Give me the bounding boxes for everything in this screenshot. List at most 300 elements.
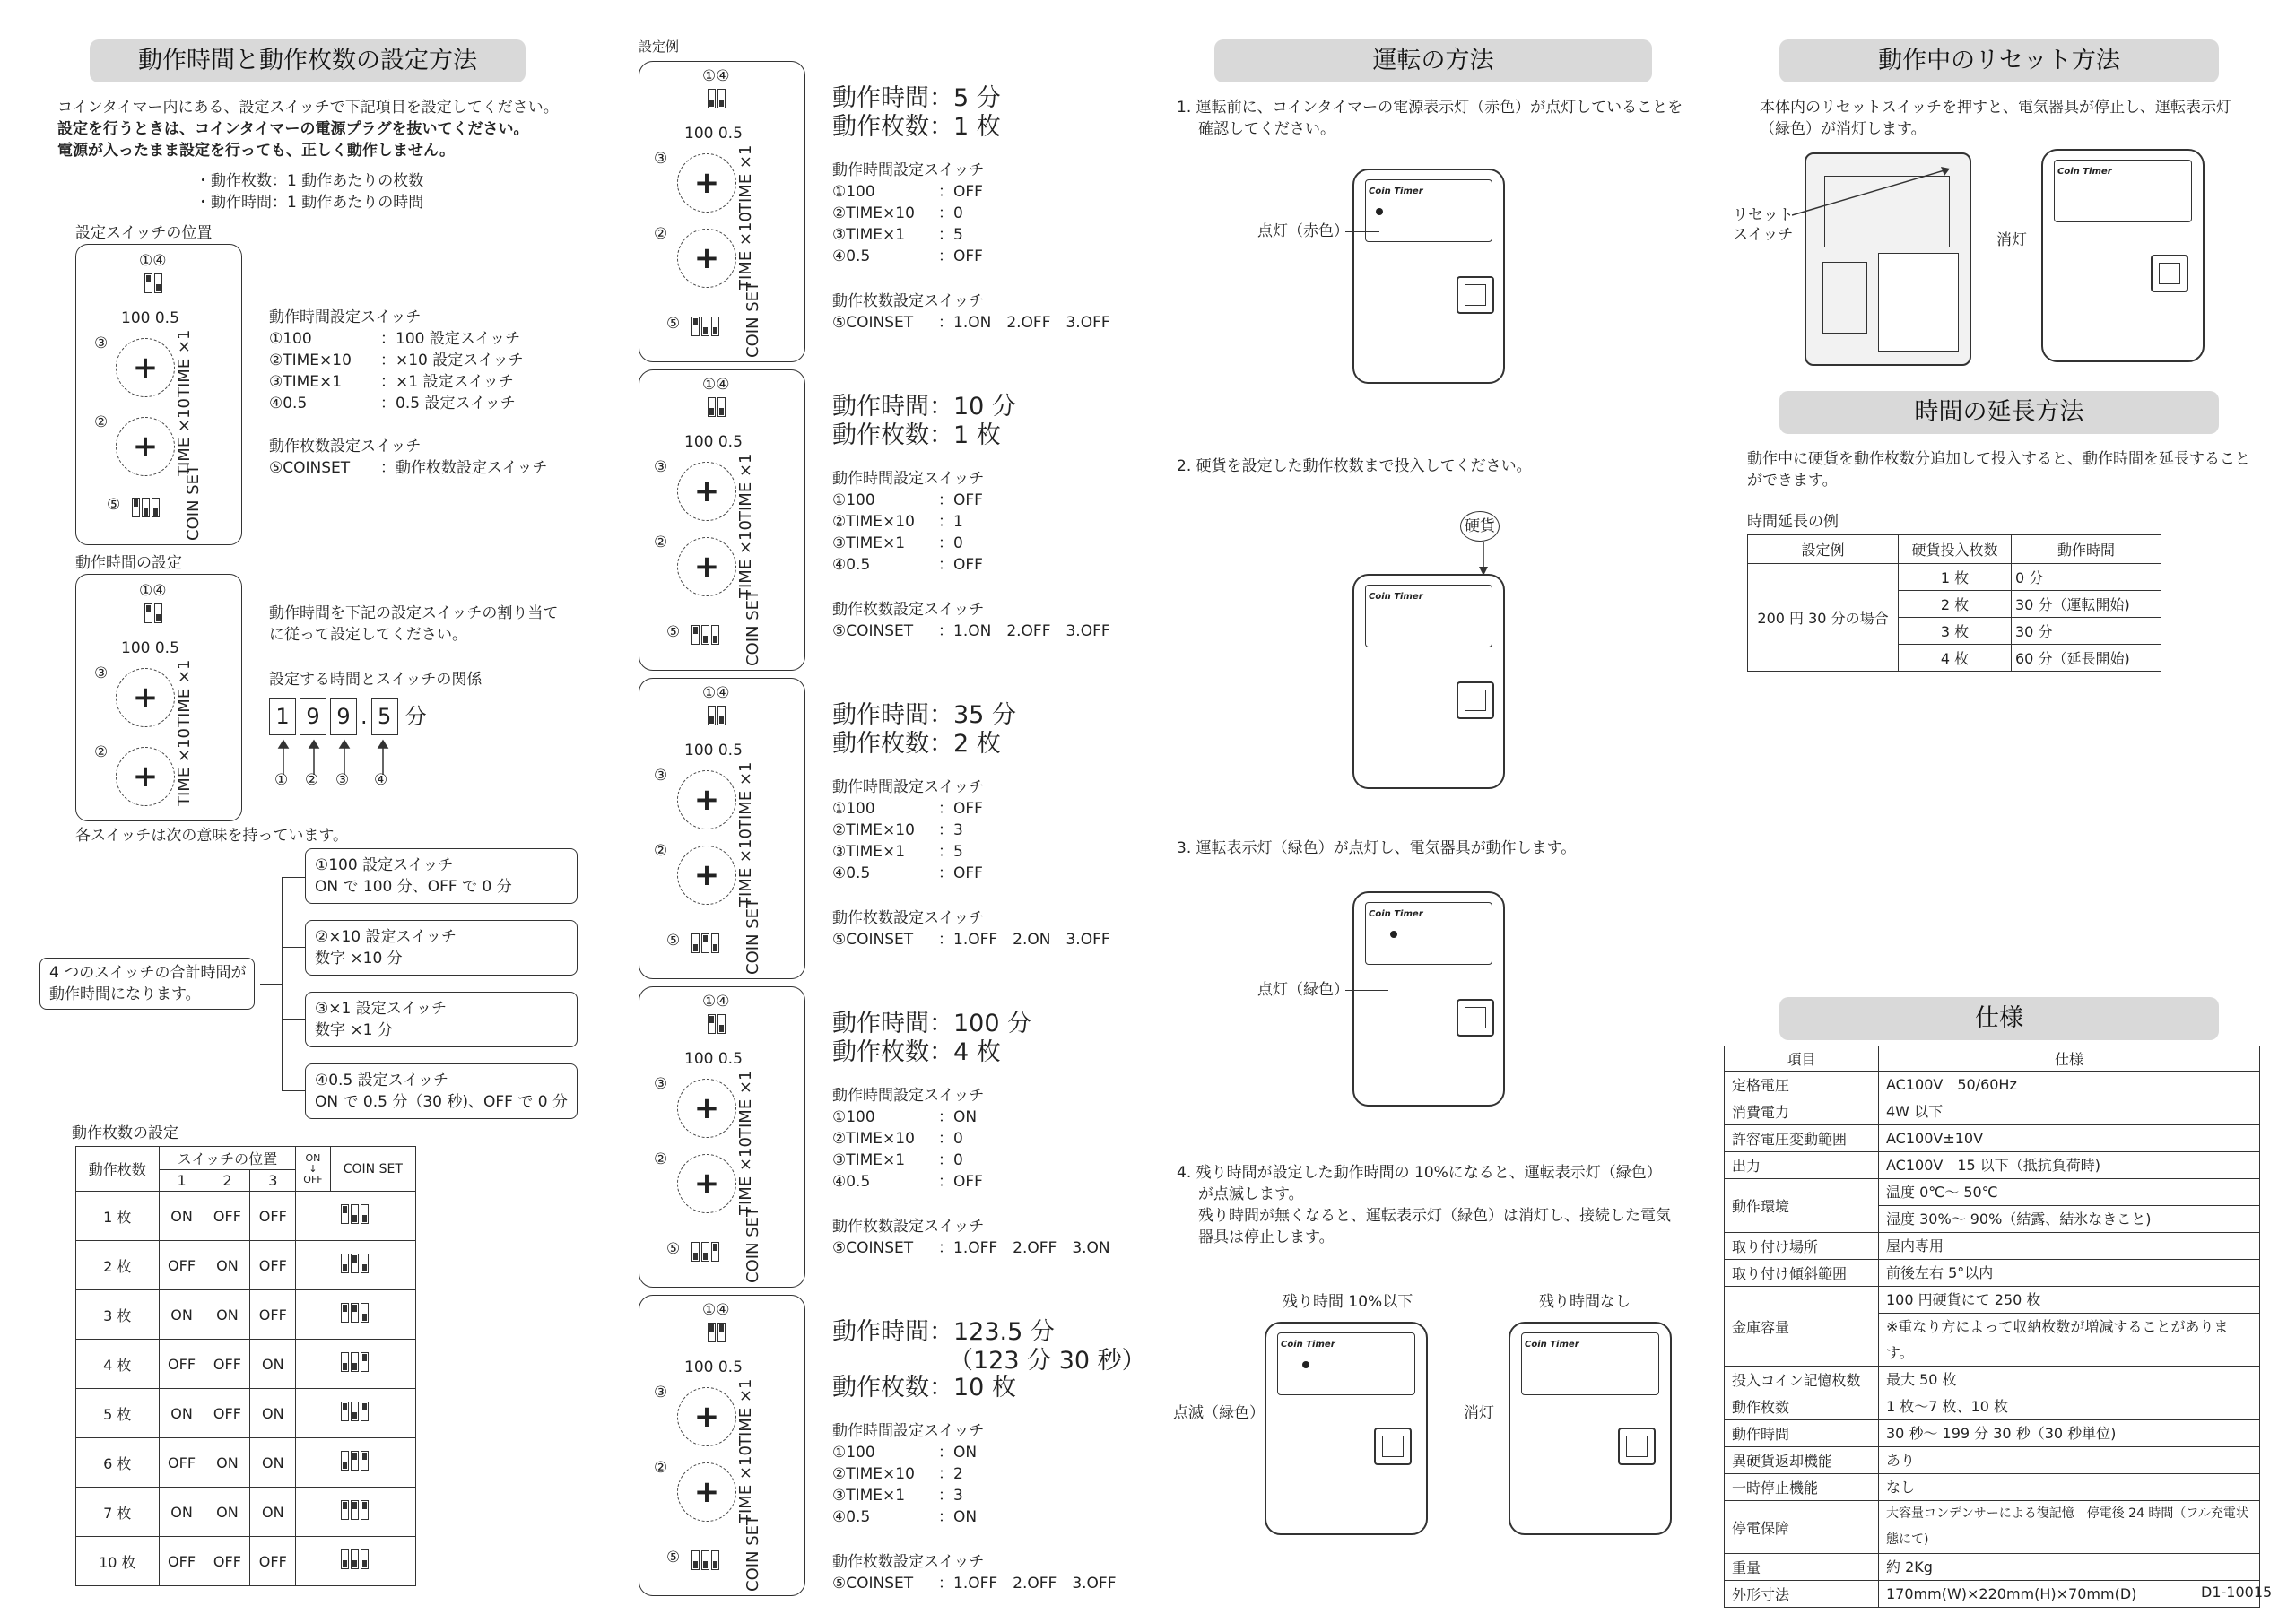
table-row xyxy=(76,1192,416,1241)
switch-diagram-cell xyxy=(296,1290,416,1340)
time-switch-key: ②TIME×10 xyxy=(832,1465,915,1483)
meaning-detail: ON で 100 分、OFF で 0 分 xyxy=(315,878,512,896)
digit: 1 xyxy=(269,698,296,735)
coin-count-cell: 7 枚 xyxy=(76,1488,160,1537)
coin-set-label: COIN SET xyxy=(343,1161,403,1176)
dip-switch-diagram xyxy=(341,1402,370,1425)
meaning-detail: 数字 ×1 分 xyxy=(315,1021,393,1039)
spec-value-cell xyxy=(1879,1447,2260,1474)
coin-count-cell: 2 枚 xyxy=(76,1241,160,1290)
time-desc: に従って設定してください。 xyxy=(269,626,467,644)
table-row xyxy=(1725,1393,2260,1420)
spec-value: 30 秒～ 199 分 30 秒（30 秒単位) xyxy=(1886,1425,2117,1442)
dip-switch-14 xyxy=(708,1014,727,1038)
arrow-label-3: ③ xyxy=(335,771,350,789)
rotary-dial-x10 xyxy=(116,747,175,806)
time-cell: 30 分（運転開始) xyxy=(2012,591,2161,618)
col-header: 設定例 xyxy=(1748,535,1899,564)
dip-switch-14 xyxy=(708,1323,727,1347)
col-header-onoff: ON ↓ OFF xyxy=(296,1147,330,1192)
table-row xyxy=(76,1438,416,1488)
time-switch-key: ④0.5 xyxy=(832,1508,871,1526)
time-switch-value: ：2 xyxy=(938,1465,963,1483)
time-switch-key: ②TIME×10 xyxy=(269,352,352,369)
arrow-label-2: ② xyxy=(305,771,319,789)
step-1: 1. 運転前に、コインタイマーの電源表示灯（赤色）が点灯していることを xyxy=(1177,99,1683,117)
rotary-dial-x1 xyxy=(677,770,736,829)
off-label: OFF xyxy=(303,1173,323,1185)
example-time-title: 動作時間：100 分 xyxy=(832,1010,1032,1037)
time-switch-key: ③TIME×1 xyxy=(832,226,906,244)
spec-value-cell xyxy=(1879,1474,2260,1501)
coin-timer-device xyxy=(1352,574,1505,789)
switch-state-cell: OFF xyxy=(250,1537,296,1586)
reset-pointer xyxy=(1792,167,1953,221)
switch-diagram-cell xyxy=(296,1340,416,1389)
spec-value-cell xyxy=(1879,1072,2260,1098)
time-switch-key: ①100 xyxy=(269,330,312,348)
time-switch-value: ：0 xyxy=(938,1151,963,1169)
section-header-reset: 動作中のリセット方法 xyxy=(1779,39,2219,82)
switch-state-cell: ON xyxy=(204,1438,250,1488)
reset-desc: 本体内のリセットスイッチを押すと、電気器具が停止し、運転表示灯 xyxy=(1760,99,2231,117)
num-2: ② xyxy=(94,413,109,431)
num-2: ② xyxy=(654,225,668,243)
num-5: ⑤ xyxy=(666,315,681,333)
dip-switch-diagram xyxy=(341,1254,370,1277)
arrow-label-4: ④ xyxy=(374,771,388,789)
time-cell: 0 分 xyxy=(2012,564,2161,591)
coin-switch-title: 動作枚数設定スイッチ xyxy=(832,1218,985,1236)
meaning-title: ③×1 設定スイッチ xyxy=(315,1000,448,1018)
example-time-title: 動作時間：35 分 xyxy=(832,701,1016,729)
table-row xyxy=(76,1488,416,1537)
switch-state-cell: ON xyxy=(159,1290,204,1340)
spec-key-cell: 出力 xyxy=(1725,1152,1879,1179)
coin-count-cell: 2 枚 xyxy=(1899,591,2012,618)
table-row xyxy=(76,1290,416,1340)
dip-switch-diagram xyxy=(341,1352,370,1376)
spec-value-cell xyxy=(1879,1125,2260,1152)
spec-value: 4W 以下 xyxy=(1886,1103,1944,1120)
spec-key-cell: 取り付け傾斜範囲 xyxy=(1725,1260,1879,1287)
time-x1-label: TIME ×1 xyxy=(736,144,755,213)
time-switch-title: 動作時間設定スイッチ xyxy=(269,308,422,326)
example-coin-title: 動作枚数：1 枚 xyxy=(832,113,1001,141)
coin-arrow xyxy=(1474,542,1492,577)
example-switch-panel xyxy=(639,678,805,979)
bullet-coin-count: ・動作枚数：1 動作あたりの枚数 xyxy=(196,172,424,190)
num-3: ③ xyxy=(654,150,668,168)
lit-green-label: 点灯（緑色） xyxy=(1257,981,1349,999)
meaning-title: ②×10 設定スイッチ xyxy=(315,928,457,946)
spec-key-cell: 消費電力 xyxy=(1725,1098,1879,1125)
coin-switch-key: ⑤COINSET xyxy=(832,1575,914,1593)
coin-count-cell: 4 枚 xyxy=(76,1340,160,1389)
dip-switch-coinset xyxy=(691,933,721,958)
spec-value-cell xyxy=(1879,1098,2260,1125)
coin-set-label: COIN SET xyxy=(744,898,762,975)
example-switch-panel xyxy=(639,369,805,671)
coin-count-cell: 4 枚 xyxy=(1899,645,2012,672)
time-switch-title: 動作時間設定スイッチ xyxy=(832,778,985,796)
time-switch-value: ：OFF xyxy=(938,864,983,882)
table-row xyxy=(1725,1260,2260,1287)
num-5: ⑤ xyxy=(107,496,121,514)
dip-switch-14 xyxy=(708,397,727,421)
time-x1-label: TIME ×1 xyxy=(736,453,755,521)
time-switch-title: 動作時間設定スイッチ xyxy=(832,161,985,179)
dip-switch-diagram xyxy=(341,1303,370,1326)
switch-state-cell: ON xyxy=(250,1340,296,1389)
time-switch-key: ④0.5 xyxy=(832,864,871,882)
examples-title: 設定例 xyxy=(639,39,680,55)
table-row xyxy=(76,1241,416,1290)
switch-state-cell: ON xyxy=(250,1488,296,1537)
time-x10-label: TIME ×10 xyxy=(736,520,755,598)
table-row xyxy=(1748,564,2161,591)
num-5: ⑤ xyxy=(666,932,681,950)
time-switch-desc: ：×10 設定スイッチ xyxy=(380,352,524,369)
reset-desc: （緑色）が消灯します。 xyxy=(1760,120,1926,138)
table-row xyxy=(1725,1098,2260,1125)
sum-box xyxy=(39,958,255,1010)
table-row xyxy=(1725,1072,2260,1098)
dip-switch-coinset xyxy=(691,625,721,649)
warning-text: 電源が入ったまま設定を行っても、正しく動作しません。 xyxy=(57,142,456,160)
switch-state-cell: OFF xyxy=(159,1241,204,1290)
num-2: ② xyxy=(654,1459,668,1477)
step-1: 確認してください。 xyxy=(1198,120,1335,138)
spec-value: 屋内専用 xyxy=(1886,1237,1944,1254)
coin-switch-value: ：1.ON 2.OFF 3.OFF xyxy=(938,314,1110,332)
rotary-dial-x1 xyxy=(116,668,175,727)
spec-value: 1 枚～7 枚、10 枚 xyxy=(1886,1398,2008,1415)
rotary-dial-x10 xyxy=(677,1154,736,1213)
spec-key-cell: 外形寸法 xyxy=(1725,1581,1879,1608)
table-row xyxy=(1725,1367,2260,1393)
switch-state-cell: OFF xyxy=(204,1537,250,1586)
coin-switch-title: 動作枚数設定スイッチ xyxy=(832,1553,985,1571)
num-5: ⑤ xyxy=(666,623,681,641)
spec-value: なし xyxy=(1886,1479,1916,1496)
coin-set-label: COIN SET xyxy=(744,281,762,358)
off-label: 消灯 xyxy=(1996,231,2027,249)
time-x1-label: TIME ×1 xyxy=(736,1070,755,1138)
time-switch-key: ③TIME×1 xyxy=(832,534,906,552)
rotary-dial-x10 xyxy=(677,537,736,596)
rotary-dial-x1 xyxy=(116,338,175,397)
table-row xyxy=(1725,1554,2260,1581)
meaning-detail: 数字 ×10 分 xyxy=(315,950,403,968)
num-3: ③ xyxy=(94,664,109,682)
time-switch-value: ：OFF xyxy=(938,247,983,265)
time-switch-key: ③TIME×1 xyxy=(269,373,343,391)
example-coin-title: 動作枚数：1 枚 xyxy=(832,421,1001,449)
connector-line xyxy=(282,947,305,948)
col-header-position: スイッチの位置 xyxy=(159,1147,296,1170)
time-switch-value: ：OFF xyxy=(938,1173,983,1191)
table-row xyxy=(1725,1287,2260,1367)
switch-14-label: ①④ xyxy=(702,376,730,394)
num-2: ② xyxy=(654,1150,668,1168)
time-switch-value: ：0 xyxy=(938,1130,963,1148)
coin-set-label: COIN SET xyxy=(744,1515,762,1592)
document-code: D1-10015 xyxy=(2201,1584,2273,1601)
spec-value-cell xyxy=(1879,1554,2260,1581)
time-x10-label: TIME ×10 xyxy=(736,212,755,290)
coin-count-cell: 5 枚 xyxy=(76,1389,160,1438)
step-3: 3. 運転表示灯（緑色）が点灯し、電気器具が動作します。 xyxy=(1177,839,1577,857)
switch-14-label: ①④ xyxy=(702,67,730,85)
spec-value-cell xyxy=(1879,1179,2260,1233)
switch-state-cell: ON xyxy=(250,1389,296,1438)
switch-state-cell: OFF xyxy=(250,1192,296,1241)
coin-timer-device xyxy=(1509,1322,1672,1535)
spec-value: AC100V±10V xyxy=(1886,1130,1984,1147)
spec-key-cell: 停電保障 xyxy=(1725,1501,1879,1554)
rotary-dial-x10 xyxy=(677,1462,736,1522)
num-3: ③ xyxy=(654,1075,668,1093)
dip-switch-diagram xyxy=(341,1451,370,1474)
off-label: 消灯 xyxy=(1464,1404,1494,1422)
example-coin-title: 動作枚数：10 枚 xyxy=(832,1374,1016,1402)
meaning-box xyxy=(305,920,578,976)
time-switch-value: ：5 xyxy=(938,226,963,244)
spec-table xyxy=(1724,1046,2260,1608)
col-header: 動作時間 xyxy=(2012,535,2161,564)
col-header-3: 3 xyxy=(250,1170,296,1192)
switch-position-panel xyxy=(75,244,242,545)
coin-switch-title: 動作枚数設定スイッチ xyxy=(832,909,985,927)
spec-value: 最大 50 枚 xyxy=(1886,1371,1957,1388)
switch-state-cell: ON xyxy=(159,1488,204,1537)
col-header: 項目 xyxy=(1725,1046,1879,1072)
coin-count-cell: 10 枚 xyxy=(76,1537,160,1586)
switch-state-cell: OFF xyxy=(159,1438,204,1488)
dip-switch-coinset xyxy=(691,317,721,341)
time-switch-key: ④0.5 xyxy=(832,247,871,265)
meaning-title: ①100 設定スイッチ xyxy=(315,856,454,874)
switch-100-label: 100 0.5 xyxy=(684,742,743,759)
col-header-count: 動作枚数 xyxy=(76,1147,160,1192)
spec-value: ※重なり方によって収納枚数が増減することがあります。 xyxy=(1879,1313,2259,1366)
switch-position-label: 設定スイッチの位置 xyxy=(75,224,213,242)
switch-14-label: ①④ xyxy=(139,582,167,600)
device-logo: Coin Timer xyxy=(1369,592,1423,602)
col-header: 硬貨投入枚数 xyxy=(1899,535,2012,564)
device-logo: Coin Timer xyxy=(1369,187,1423,196)
spec-value: 温度 0℃～ 50℃ xyxy=(1886,1184,1998,1201)
section-header-operation: 運転の方法 xyxy=(1214,39,1652,82)
unit-min: 分 xyxy=(404,704,427,729)
time-switch-value: ：OFF xyxy=(938,183,983,201)
rotary-dial-x1 xyxy=(677,462,736,521)
col-header-coinset xyxy=(330,1147,415,1192)
meaning-box xyxy=(305,1063,578,1119)
coin-switch-desc: ：動作枚数設定スイッチ xyxy=(380,459,548,477)
digit: 5 xyxy=(371,698,398,735)
time-switch-key: ①100 xyxy=(832,1108,875,1126)
time-switch-value: ：OFF xyxy=(938,491,983,509)
section-header-spec: 仕様 xyxy=(1779,997,2219,1040)
num-3: ③ xyxy=(654,458,668,476)
spec-value: 大容量コンデンサーによる復記憶 停電後 24 時間（フル充電状態にて) xyxy=(1886,1506,2248,1547)
step-4: 4. 残り時間が設定した動作時間の 10%になると、運転表示灯（緑色） xyxy=(1177,1164,1662,1182)
switch-14-label: ①④ xyxy=(702,684,730,702)
spec-value-cell xyxy=(1879,1287,2260,1367)
spec-key-cell: 動作枚数 xyxy=(1725,1393,1879,1420)
spec-value: 100 円硬貨にて 250 枚 xyxy=(1886,1291,2041,1308)
time-switch-desc: ：×1 設定スイッチ xyxy=(380,373,514,391)
switch-state-cell: OFF xyxy=(204,1192,250,1241)
coin-switch-key: ⑤COINSET xyxy=(269,459,351,477)
table-row xyxy=(1725,1474,2260,1501)
rotary-dial-x1 xyxy=(677,1387,736,1446)
time-switch-key: ③TIME×1 xyxy=(832,1487,906,1505)
section-header-extension: 時間の延長方法 xyxy=(1779,391,2219,434)
col-header: 仕様 xyxy=(1879,1046,2260,1072)
switch-100-label: 100 0.5 xyxy=(121,309,179,327)
remain-0-label: 残り時間なし xyxy=(1539,1293,1631,1311)
spec-value: AC100V 15 以下（抵抗負荷時) xyxy=(1886,1157,2101,1174)
switch-14-label: ①④ xyxy=(702,1301,730,1319)
table-row xyxy=(1725,1233,2260,1260)
time-switch-value: ：0 xyxy=(938,204,963,222)
warning-text: 設定を行うときは、コインタイマーの電源プラグを抜いてください。 xyxy=(57,120,529,138)
pointer-line xyxy=(1345,231,1379,232)
time-x10-label: TIME ×10 xyxy=(736,1445,755,1523)
table-row xyxy=(1725,1125,2260,1152)
time-switch-title: 動作時間設定スイッチ xyxy=(832,1422,985,1440)
time-switch-desc: ：0.5 設定スイッチ xyxy=(380,395,516,412)
meaning-box xyxy=(305,848,578,904)
step-2: 2. 硬貨を設定した動作枚数まで投入してください。 xyxy=(1177,457,1532,475)
time-switch-key: ①100 xyxy=(832,183,875,201)
switch-state-cell: OFF xyxy=(250,1241,296,1290)
rotary-dial-x1 xyxy=(677,1079,736,1138)
coin-switch-value: ：1.OFF 2.OFF 3.ON xyxy=(938,1239,1110,1257)
spec-value-cell xyxy=(1879,1152,2260,1179)
switch-diagram-cell xyxy=(296,1537,416,1586)
bracket-line xyxy=(282,877,283,1090)
connector-line xyxy=(282,1019,305,1020)
table-row xyxy=(1725,1501,2260,1554)
spec-key-cell: 一時停止機能 xyxy=(1725,1474,1879,1501)
decimal-point: . xyxy=(361,704,368,729)
coin-table-title: 動作枚数の設定 xyxy=(72,1124,178,1142)
time-switch-value: ：3 xyxy=(938,821,963,839)
time-switch-key: ④0.5 xyxy=(269,395,308,412)
spec-key-cell: 異硬貨返却機能 xyxy=(1725,1447,1879,1474)
coin-set-label: COIN SET xyxy=(744,1206,762,1283)
spec-value-cell xyxy=(1879,1367,2260,1393)
coin-switch-title: 動作枚数設定スイッチ xyxy=(269,438,422,456)
num-3: ③ xyxy=(654,1384,668,1402)
time-cell: 60 分（延長開始) xyxy=(2012,645,2161,672)
switch-state-cell: ON xyxy=(159,1389,204,1438)
spec-value: あり xyxy=(1886,1452,1916,1469)
coin-count-cell: 6 枚 xyxy=(76,1438,160,1488)
spec-key-cell: 取り付け場所 xyxy=(1725,1233,1879,1260)
coin-set-label: COIN SET xyxy=(184,464,203,541)
spec-key-cell: 投入コイン記憶枚数 xyxy=(1725,1367,1879,1393)
num-3: ③ xyxy=(654,767,668,785)
reset-switch-label: スイッチ xyxy=(1733,226,1794,244)
connector-line xyxy=(282,877,305,878)
spec-value-cell xyxy=(1879,1260,2260,1287)
switch-100-label: 100 0.5 xyxy=(684,1050,743,1068)
time-switch-value: ：ON xyxy=(938,1508,978,1526)
spec-key-cell: 許容電圧変動範囲 xyxy=(1725,1125,1879,1152)
time-switch-key: ②TIME×10 xyxy=(832,1130,915,1148)
switch-100-label: 100 0.5 xyxy=(684,1358,743,1376)
time-switch-value: ：OFF xyxy=(938,800,983,818)
switch-state-cell: OFF xyxy=(250,1290,296,1340)
time-switch-value: ：OFF xyxy=(938,556,983,574)
switch-100-label: 100 0.5 xyxy=(684,433,743,451)
table-row xyxy=(1725,1581,2260,1608)
digit-display xyxy=(269,698,427,735)
time-switch-desc: ：100 設定スイッチ xyxy=(380,330,521,348)
time-switch-value: ：1 xyxy=(938,513,963,531)
switch-diagram-cell xyxy=(296,1241,416,1290)
example-time-note: （123 分 30 秒） xyxy=(949,1347,1146,1375)
coin-timer-device xyxy=(2041,149,2205,362)
time-setting-label: 動作時間の設定 xyxy=(75,554,182,572)
time-switch-key: ③TIME×1 xyxy=(832,1151,906,1169)
coin-timer-device xyxy=(1352,169,1505,384)
spec-value-cell xyxy=(1879,1233,2260,1260)
coin-switch-key: ⑤COINSET xyxy=(832,1239,914,1257)
time-switch-key: ④0.5 xyxy=(832,1173,871,1191)
coin-count-cell: 3 枚 xyxy=(1899,618,2012,645)
time-switch-key: ①100 xyxy=(832,1444,875,1462)
arrow-label-1: ① xyxy=(274,771,289,789)
time-switch-key: ①100 xyxy=(832,491,875,509)
time-x10-label: TIME ×10 xyxy=(736,1137,755,1215)
spec-value-cell xyxy=(1879,1501,2260,1554)
spec-value: 約 2Kg xyxy=(1886,1558,1933,1575)
connector-line xyxy=(282,1090,305,1091)
table-row xyxy=(1725,1420,2260,1447)
spec-key-cell: 定格電圧 xyxy=(1725,1072,1879,1098)
dip-switch-14 xyxy=(708,89,727,113)
switch-state-cell: ON xyxy=(204,1290,250,1340)
switch-100-label: 100 0.5 xyxy=(121,639,179,657)
time-x10-label: TIME ×10 xyxy=(736,829,755,907)
table-row xyxy=(76,1340,416,1389)
time-switch-value: ：0 xyxy=(938,534,963,552)
switch-diagram-cell xyxy=(296,1438,416,1488)
spec-value: AC100V 50/60Hz xyxy=(1886,1076,2017,1093)
spec-value-cell xyxy=(1879,1393,2260,1420)
time-x1-label: TIME ×1 xyxy=(736,1378,755,1446)
coin-switch-value: ：1.OFF 2.OFF 3.OFF xyxy=(938,1575,1117,1593)
blink-green-label: 点滅（緑色） xyxy=(1173,1404,1265,1422)
meaning-detail: ON で 0.5 分（30 秒)、OFF で 0 分 xyxy=(315,1093,568,1111)
spec-value: 前後左右 5°以内 xyxy=(1886,1264,1994,1281)
relation-label: 設定する時間とスイッチの関係 xyxy=(269,671,483,689)
coin-switch-value: ：1.OFF 2.ON 3.OFF xyxy=(938,931,1110,949)
coin-switch-title: 動作枚数設定スイッチ xyxy=(832,601,985,619)
example-switch-panel xyxy=(639,986,805,1288)
switch-diagram-cell xyxy=(296,1389,416,1438)
spec-value: 湿度 30%～ 90%（結露、結氷なきこと) xyxy=(1879,1205,2259,1232)
example-time-title: 動作時間：5 分 xyxy=(832,84,1001,112)
extension-desc: 動作中に硬貨を動作枚数分追加して投入すると、動作時間を延長すること xyxy=(1747,450,2250,468)
connector-line xyxy=(260,984,282,985)
